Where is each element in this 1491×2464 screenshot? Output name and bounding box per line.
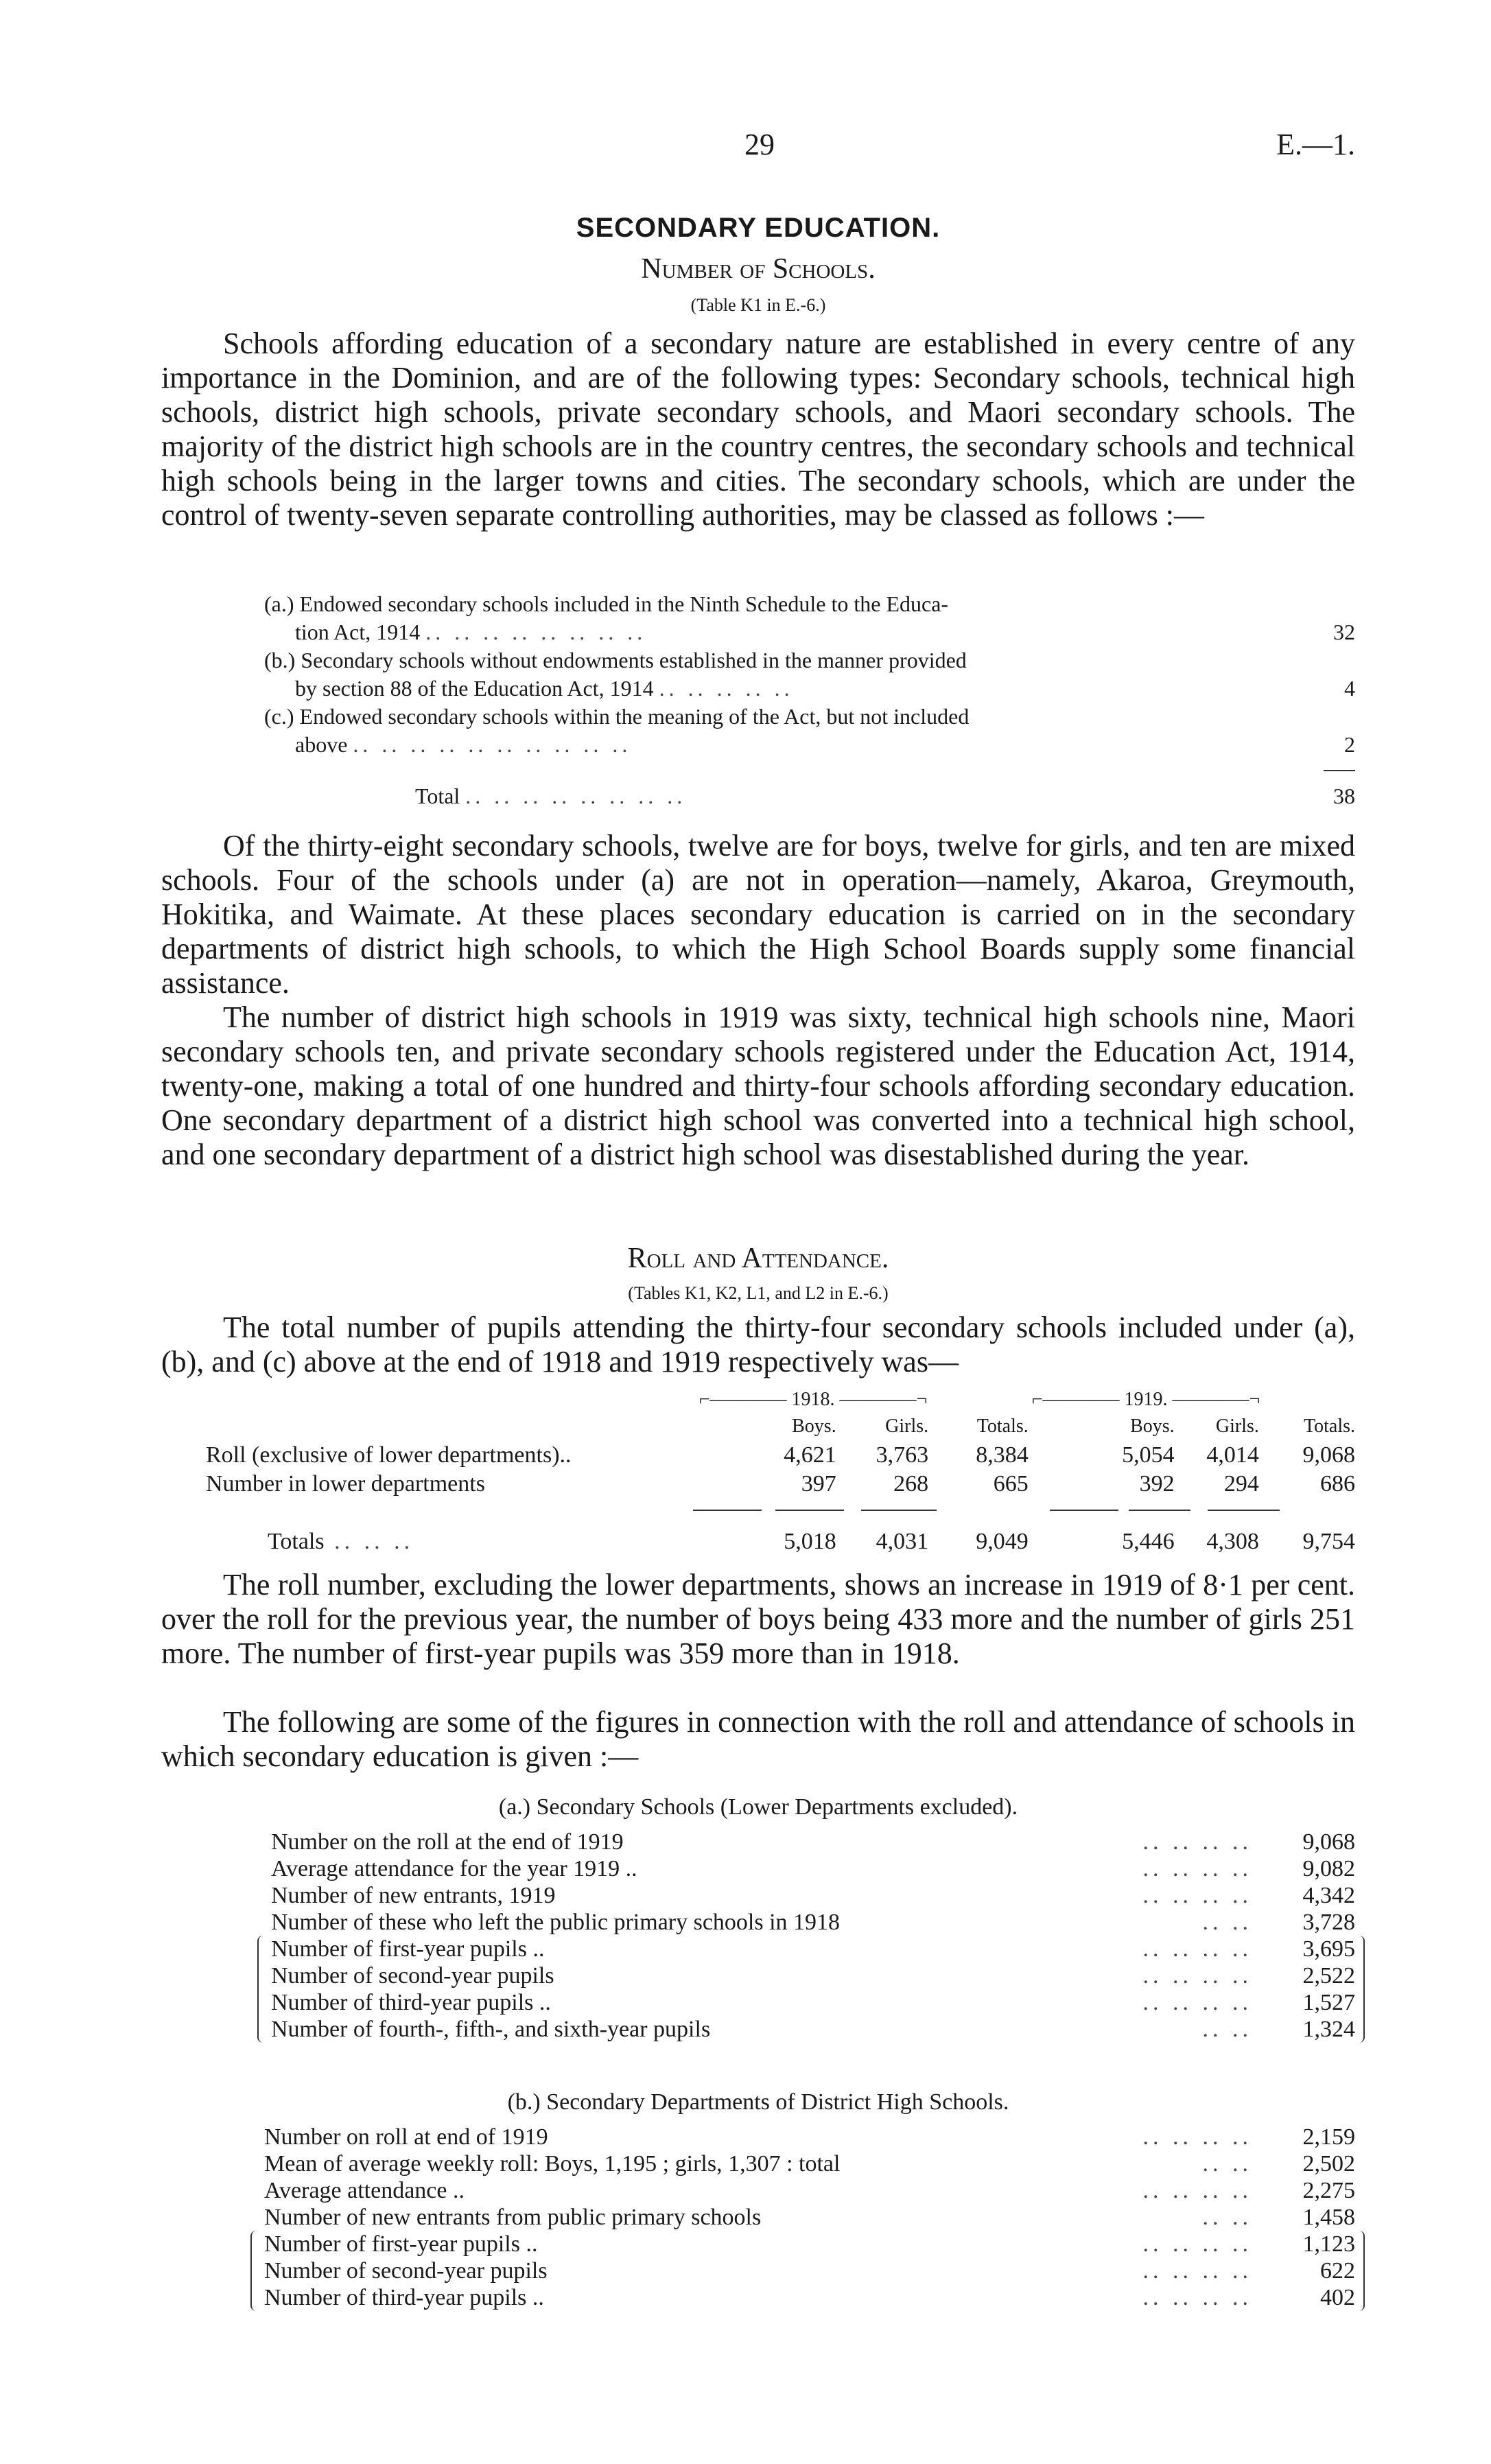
table-totals-row: Totals .. .. .. 5,018 4,031 9,049 5,446 4,308 9,754 (268, 1529, 1355, 1554)
subsection-heading-district-high-schools: (b.) Secondary Departments of District High Schools. (507, 2089, 1009, 2115)
total-value: 38 (1333, 784, 1355, 808)
table-row: Number in lower departments 397 268 665 392 294 686 (206, 1471, 1355, 1497)
figure-row: Number of second-year pupils .. .. .. .. 2,522 (271, 1963, 1355, 1988)
column-group-1919: ⌐———— 1919. ————¬ (1031, 1389, 1260, 1410)
left-brace (257, 1936, 266, 2043)
figure-row: Mean of average weekly roll: Boys, 1,195 ; girls, 1,307 : total .. .. 2,502 (264, 2151, 1355, 2176)
page-number: 29 (744, 128, 775, 161)
figure-row: Number of first-year pupils .. .. .. .. .. 1,123 (264, 2231, 1355, 2257)
paragraph: The total number of pupils attending the thirty-four secondary schools included under (a), (b), and (c) above at the end of 1918 and 1919 respectively was— (161, 1311, 1355, 1378)
roll-table (206, 1412, 1355, 1556)
list-item: (a.) Endowed secondary schools included in the Ninth Schedule to the Educa- tion Act, 1914 .. .. .. .. .. .. .. .. 32 (264, 590, 1355, 646)
figure-row: Number of second-year pupils .. .. .. .. 622 (264, 2258, 1355, 2284)
district-high-figures (250, 2124, 1355, 2311)
figure-row: Average attendance .. .. .. .. .. 2,275 (264, 2178, 1355, 2203)
secondary-schools-figures (257, 1829, 1355, 2043)
sum-rule (1050, 1510, 1118, 1511)
page-header (161, 127, 1355, 168)
table-header-row: Boys. Girls. Totals. Boys. Girls. Totals. (792, 1416, 1355, 1437)
list-item: (c.) Endowed secondary schools within the meaning of the Act, but not included above .. .. .. .. .. .. .. .. .. .. 2 (264, 703, 1355, 759)
sum-rule (1324, 770, 1355, 771)
figure-row: Number on roll at end of 1919 .. .. .. .. 2,159 (264, 2124, 1355, 2150)
sum-rule (693, 1510, 762, 1511)
right-brace (1357, 2231, 1365, 2311)
figure-row: Number of fourth-, fifth-, and sixth-year pupils .. .. 1,324 (271, 2017, 1355, 2042)
figure-row: Number of these who left the public primary schools in 1918 .. .. 3,728 (271, 1910, 1355, 1935)
sum-rule (1208, 1510, 1280, 1511)
school-class-list (264, 590, 1355, 810)
sum-rule (775, 1510, 844, 1511)
list-item: (b.) Secondary schools without endowments established in the manner provided by section 88 of the Education Act, 1914 .. .. .. .. .. 4 (264, 646, 1355, 703)
total-row: Total .. .. .. .. .. .. .. .. 38 (264, 782, 1355, 810)
figure-row: Number of third-year pupils .. .. .. .. .. 402 (264, 2285, 1355, 2310)
sum-rule (861, 1510, 937, 1511)
table-row: Roll (exclusive of lower departments).. 4,621 3,763 8,384 5,054 4,014 9,068 (206, 1442, 1355, 1468)
table-reference: (Tables K1, K2, L1, and L2 in E.-6.) (628, 1283, 889, 1303)
paragraph: The number of district high schools in 1919 was sixty, technical high schools nine, Maori secondary schools ten, and private secondary schools registered under the Education Act, 1914, twenty-one, making a total of one hundred and thirty-four schools affording secondary education. One secondary department of a district high school was converted into a technical high school, and one secondary department of a district high school was disestablished during the year. (161, 1000, 1355, 1171)
right-brace (1357, 1936, 1365, 2043)
paragraph: The roll number, excluding the lower departments, shows an increase in 1919 of 8·1 per cent. over the roll for the previous year, the number of boys being 433 more and the number of girls 251 more. The number of first-year pupils was 359 more than in 1918. (161, 1568, 1355, 1670)
paragraph: The following are some of the figures in connection with the roll and attendance of schools in which secondary education is given :— (161, 1705, 1355, 1773)
count-value: 2 (1344, 732, 1355, 757)
figure-row: Average attendance for the year 1919 .. .. .. .. .. 9,082 (271, 1856, 1355, 1881)
count-value: 4 (1344, 676, 1355, 701)
figure-row: Number on the roll at the end of 1919 .. .. .. .. 9,068 (271, 1829, 1355, 1855)
section-heading-roll-and-attendance: Roll and Attendance. (627, 1243, 889, 1274)
section-heading-number-of-schools: Number of Schools. (641, 253, 876, 285)
subsection-heading-secondary-schools: (a.) Secondary Schools (Lower Departments excluded). (498, 1794, 1018, 1820)
figure-row: Number of new entrants from public primary schools .. .. 1,458 (264, 2205, 1355, 2230)
table-reference: (Table K1 in E.-6.) (690, 295, 826, 315)
column-group-1918: ⌐———— 1918. ————¬ (698, 1389, 928, 1410)
figure-row: Number of first-year pupils .. .. .. .. .. 3,695 (271, 1936, 1355, 1962)
paragraph: Schools affording education of a secondary nature are established in every centre of any importance in the Dominion, and are of the following types: Secondary schools, technical high schools, district high schools, private secondary schools, and Maori secondary schools. The majority of the district high schools are in the country centres, the secondary schools and technical high schools being in the larger towns and cities. The secondary schools, which are under the control of twenty-seven separate controlling authorities, may be classed as follows :— (161, 327, 1355, 532)
left-brace (250, 2231, 259, 2311)
count-value: 32 (1333, 620, 1355, 644)
page-title: SECONDARY EDUCATION. (576, 213, 941, 243)
figure-row: Number of new entrants, 1919 .. .. .. .. 4,342 (271, 1883, 1355, 1908)
sum-rule (1129, 1510, 1190, 1511)
figure-row: Number of third-year pupils .. .. .. .. .. 1,527 (271, 1990, 1355, 2015)
document-reference: E.—1. (1276, 128, 1355, 161)
paragraph: Of the thirty-eight secondary schools, twelve are for boys, twelve for girls, and ten are mixed schools. Four of the schools under (a) are not in operation—namely, Akaroa, Greymouth, Hokitika, and Waimate. At these places secondary education is carried on in the secondary departments of district high schools, to which the High School Boards supply some financial assistance. (161, 829, 1355, 1000)
